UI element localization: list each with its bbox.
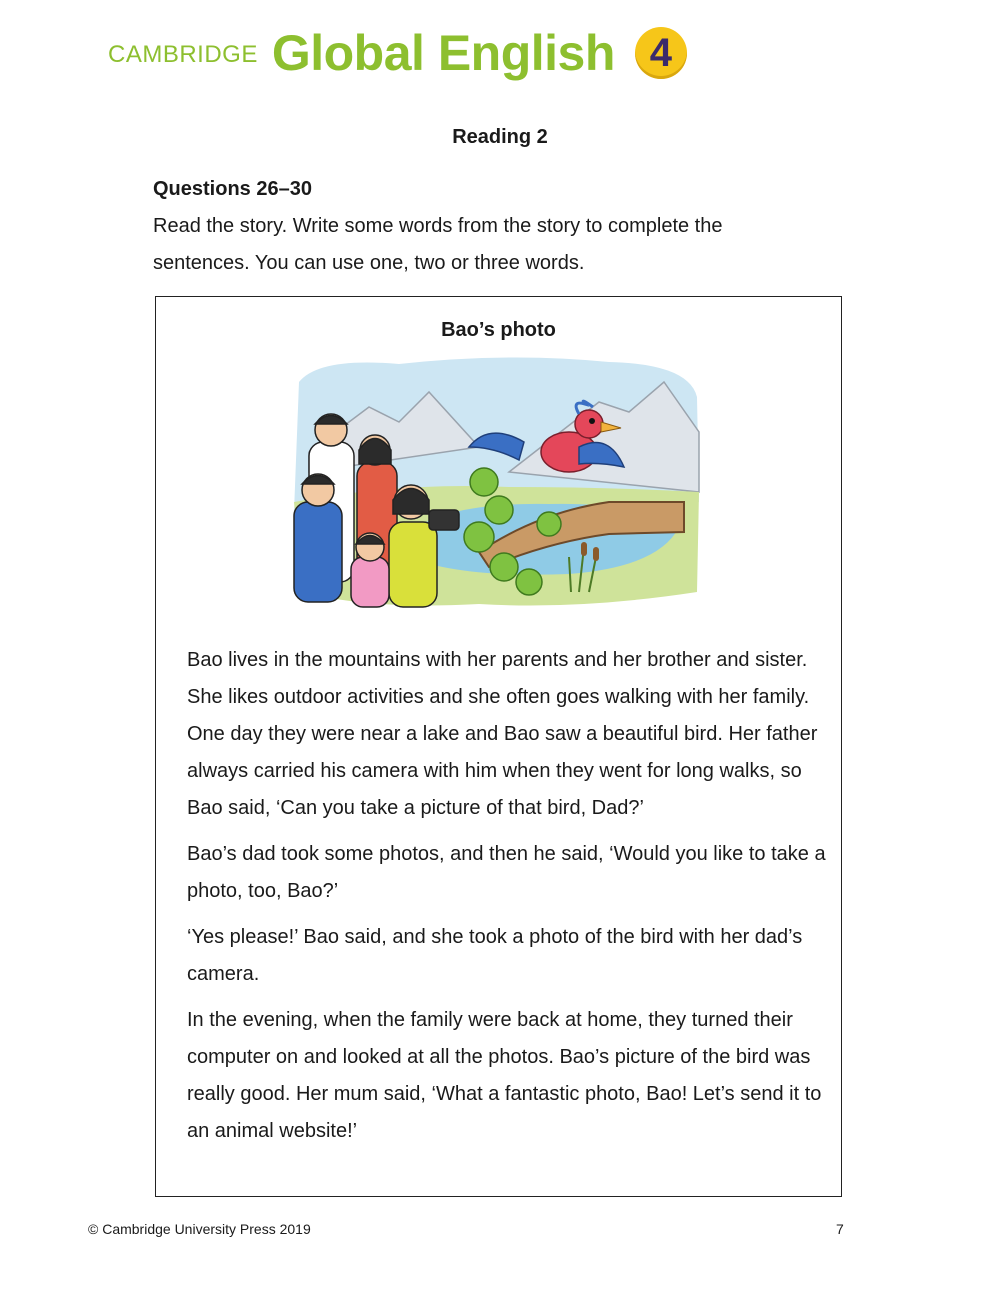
story-paragraph: ‘Yes please!’ Bao said, and she took a photo of the bird with her dad’s camera. — [187, 926, 803, 985]
family-photographing-bird-illustration — [279, 352, 704, 617]
brand-title: Global English — [271, 25, 615, 81]
story-paragraph: Bao lives in the mountains with her parents and her brother and sister. She likes outdoor activities and she often goes walking with her family. One day they were near a lake and Bao saw a beautiful bird. Her father always carried his camera with him when they went for long walks, so Bao said, ‘Can you take a picture of that bird, Dad?’ — [187, 649, 818, 819]
section-title: Reading 2 — [452, 126, 548, 148]
instructions: Read the story. Write some words from the story to complete the sentences. You can use one, two or three words. — [153, 215, 723, 274]
story-title: Bao’s photo — [441, 319, 556, 341]
story-paragraph: Bao’s dad took some photos, and then he said, ‘Would you like to take a photo, too, Bao?’ — [187, 843, 826, 902]
questions-heading: Questions 26–30 — [153, 178, 312, 200]
level-badge: 4 — [635, 27, 687, 79]
brand-header — [108, 22, 687, 84]
story-paragraph: In the evening, when the family were back at home, they turned their computer on and looked at all the photos. Bao’s picture of the bird was really good. Her mum said, ‘What a fantastic photo, Bao! Let’s send it to an animal website!’ — [187, 1009, 822, 1142]
story-text — [187, 642, 827, 1159]
page-number: 7 — [836, 1221, 844, 1237]
story-box — [155, 296, 842, 1197]
copyright: © Cambridge University Press 2019 — [88, 1221, 311, 1237]
brand-publisher: CAMBRIDGE — [108, 41, 258, 68]
